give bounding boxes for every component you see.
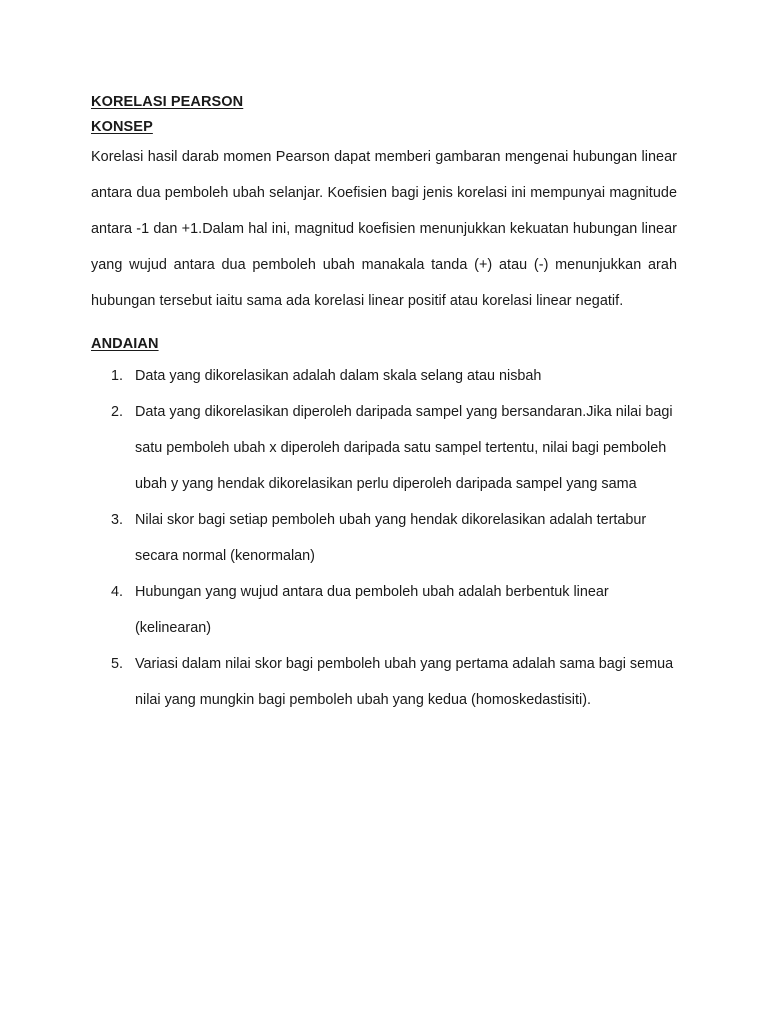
andaian-item-1 xyxy=(91,358,677,394)
list-item-text: Variasi dalam nilai skor bagi pemboleh ubah yang pertama adalah sama bagi semua nilai yang mungkin bagi pemboleh ubah yang kedua (homoskedastisiti). xyxy=(135,656,674,708)
list-item-text: Data yang dikorelasikan diperoleh daripada sampel yang bersandaran.Jika nilai bagi satu pemboleh ubah x diperoleh daripada satu sampel tertentu, nilai bagi pemboleh ubah y yang hendak dikorelasikan perlu diperoleh daripada sampel yang sama xyxy=(135,404,673,492)
section-heading-andaian: ANDAIAN xyxy=(91,336,159,352)
list-number: 1. xyxy=(111,368,124,384)
list-item-text: Hubungan yang wujud antara dua pemboleh ubah adalah berbentuk linear (kelinearan) xyxy=(135,584,609,636)
document-title: KORELASI PEARSON xyxy=(91,94,244,110)
list-number: 3. xyxy=(111,512,124,528)
list-number: 2. xyxy=(111,404,124,420)
section-heading-konsep: KONSEP xyxy=(91,119,153,135)
andaian-item-3 xyxy=(91,502,677,574)
konsep-paragraph: Korelasi hasil darab momen Pearson dapat memberi gambaran mengenai hubungan linear antara dua pemboleh ubah selanjar. Koefisien bagi jenis korelasi ini mempunyai magnitude antara -1 dan +1.Dalam hal ini, magnitud koefisien menunjukkan kekuatan hubungan linear yang wujud antara dua pemboleh ubah manakala tanda (+) atau (-) menunjukkan arah hubungan tersebut iaitu sama ada korelasi linear positif atau korelasi linear negatif. xyxy=(91,149,677,309)
document-content xyxy=(91,92,677,718)
list-number: 5. xyxy=(111,656,124,672)
list-number: 4. xyxy=(111,584,124,600)
andaian-item-4 xyxy=(91,574,677,646)
list-item-text: Nilai skor bagi setiap pemboleh ubah yang hendak dikorelasikan adalah tertabur secara normal (kenormalan) xyxy=(135,512,647,564)
list-item-text: Data yang dikorelasikan adalah dalam skala selang atau nisbah xyxy=(135,368,542,384)
andaian-item-5 xyxy=(91,646,677,718)
andaian-item-2 xyxy=(91,394,677,502)
andaian-list xyxy=(91,358,677,718)
